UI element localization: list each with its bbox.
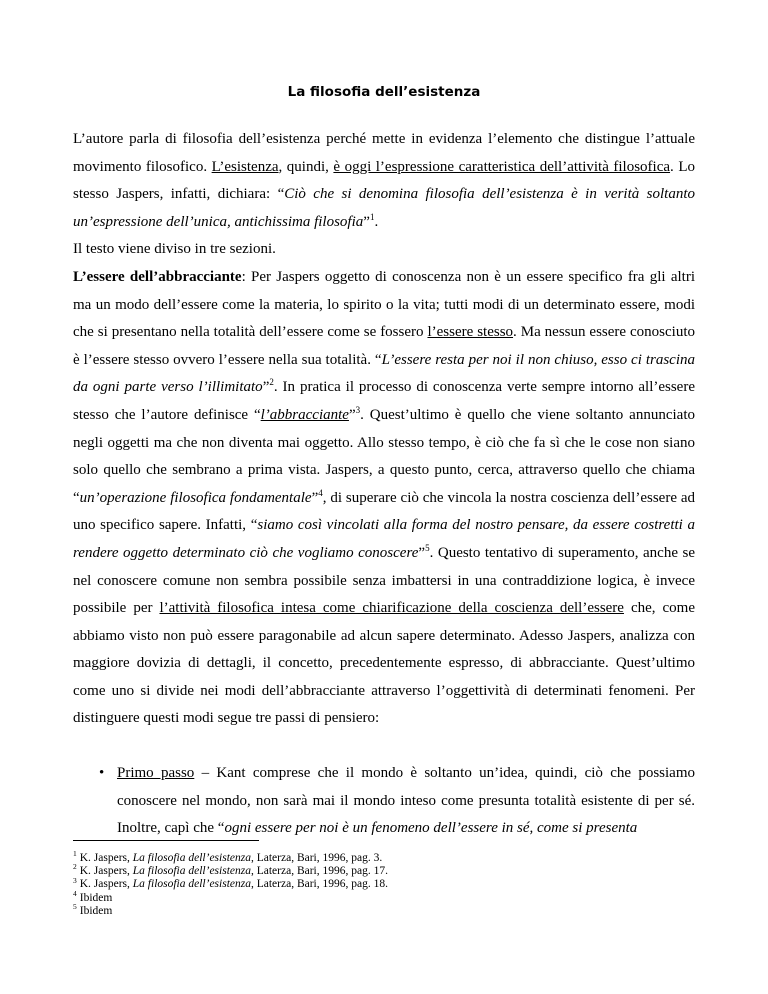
quote-text: siamo così vincolati alla forma del nostro pensare, da essere costretti a rendere oggetto determinato ciò che vogliamo conoscere <box>73 517 695 561</box>
text-run: . <box>374 213 379 230</box>
footnote-ref[interactable]: 3 <box>355 404 361 415</box>
paragraph-abbracciante <box>73 264 695 733</box>
footnote-ref[interactable]: 5 <box>425 542 430 553</box>
footnote-text: Ibidem <box>79 891 113 904</box>
quote-text: un’operazione filosofica fondamentale <box>79 489 312 506</box>
text-run: , quindi, <box>278 158 334 175</box>
text-run: che, come abbiamo visto non può essere paragonabile ad alcun sapere determinato. Adesso Jaspers, analizza con maggiore dovizia di dettagli, il concetto, precedentemente espresso, di abbracciante. Quest’ultimo come uno si divide nei modi dell’abbracciante attraverso l’oggettività di determinati fenomeni. Per distinguere questi modi segue tre passi di pensiero: <box>73 600 695 727</box>
text-run: L’autore parla di filosofia dell’esistenza perché mette in evidenza l’elemento che distingue l’attuale movimento filosofico. <box>73 131 695 175</box>
paragraph-spacer <box>73 733 695 760</box>
underlined-text: l’essere stesso <box>427 324 514 341</box>
footnote-text: K. Jaspers, <box>79 852 133 864</box>
footnote-book-title: La filosofia dell’esistenza <box>132 878 251 891</box>
footnote-number: 4 <box>73 888 77 898</box>
footnote-book-title: La filosofia dell’esistenza <box>132 852 251 864</box>
text-run: – Kant comprese che il mondo è soltanto un’idea, quindi, ciò che possiamo conoscere nel mondo, non sarà mai il mondo inteso come presunta totalità esistente di per sé. Inoltre, capì che “ <box>117 765 695 837</box>
footnote-number: 3 <box>73 875 77 885</box>
text-run: ” <box>311 489 319 506</box>
footnote-separator <box>73 840 259 841</box>
footnote-number: 1 <box>73 849 77 859</box>
text-run: . In pratica il processo di conoscenza verte sempre intorno all’essere stesso che l’autore definisce “ <box>73 379 695 423</box>
text-run: : Per Jaspers oggetto di conoscenza non è un essere specifico fra gli altri ma un modo dell’essere come la materia, lo spirito o la vita; tutti modi di un determinato essere, modi che si presentano nella totalità dell’essere come se fossero <box>73 268 695 341</box>
text-run: ” <box>363 213 370 230</box>
footnote-text: Ibidem <box>79 904 113 917</box>
quote-text: L’essere resta per noi il non chiuso, esso ci trascina da ogni parte verso l’illimitato <box>73 351 695 396</box>
footnote-ref[interactable]: 1 <box>369 211 375 222</box>
quote-text: Ciò che si denomina filosofia dell’esistenza è in verità soltanto un’espressione dell’unica, antichissima filosofia <box>73 186 695 230</box>
footnote-text: K. Jaspers, <box>79 865 133 878</box>
document-title: La filosofia dell’esistenza <box>287 84 481 100</box>
text-run: , di superare ciò che vincola la nostra coscienza dell’essere ad uno specifico sapere. Infatti, “ <box>73 489 696 534</box>
footnote-text: , Laterza, Bari, 1996, pag. 17. <box>250 865 388 878</box>
paragraph-intro <box>73 126 695 236</box>
text-run: . Quest’ultimo è quello che viene soltanto annunciato negli oggetti ma che non diventa mai oggetto. Allo stesso tempo, è ciò che fa sì che le cose non siano solo quello che sembrano a prima vista. Jaspers, a questo punto, cerca, attraverso quello che chiama “ <box>73 406 695 506</box>
footnote <box>73 849 695 865</box>
underlined-quote-text: l’abbracciante <box>260 406 349 423</box>
footnote <box>73 901 695 918</box>
text-run: . Questo tentativo di superamento, anche se nel conoscere comune non sembra possibile senza imbattersi in una contraddizione logica, è invece possibile per <box>73 544 695 617</box>
footnote-text: , Laterza, Bari, 1996, pag. 3. <box>250 852 383 864</box>
footnote <box>73 862 695 878</box>
underlined-text: Primo passo <box>117 765 195 782</box>
footnote <box>73 875 695 891</box>
bullet-item-primo-passo <box>73 760 695 843</box>
footnote-text: K. Jaspers, <box>79 878 133 891</box>
text-run: ” <box>348 406 356 423</box>
footnote-book-title: La filosofia dell’esistenza <box>132 865 251 878</box>
footnote-text: , Laterza, Bari, 1996, pag. 18. <box>250 878 388 891</box>
text-run: ” <box>262 379 270 396</box>
footnote <box>73 888 695 905</box>
footnotes <box>73 849 695 918</box>
footnote-ref[interactable]: 4 <box>318 487 323 498</box>
bullet-icon: • <box>99 765 105 782</box>
underlined-text: è oggi l’espressione caratteristica dell’attività filosofica <box>333 158 671 175</box>
section-heading: L’essere dell’abbracciante <box>73 268 242 285</box>
underlined-text: l’attività filosofica intesa come chiarificazione della coscienza dell’essere <box>159 600 624 617</box>
text-run: ” <box>418 544 426 561</box>
quote-text: ogni essere per noi è un fenomeno dell’essere in sé, come si presenta <box>224 820 638 837</box>
text-run: . Lo stesso Jaspers, infatti, dichiara: “ <box>73 158 695 203</box>
footnote-ref[interactable]: 2 <box>269 377 274 388</box>
footnote-number: 5 <box>73 901 77 911</box>
underlined-text: L’esistenza <box>211 158 279 175</box>
footnote-number: 2 <box>73 862 77 872</box>
document-body <box>73 126 695 843</box>
paragraph-sections: Il testo viene diviso in tre sezioni. <box>73 241 276 258</box>
text-run: . Ma nessun essere conosciuto è l’essere stesso ovvero l’essere nella sua totalità. “ <box>73 324 695 368</box>
